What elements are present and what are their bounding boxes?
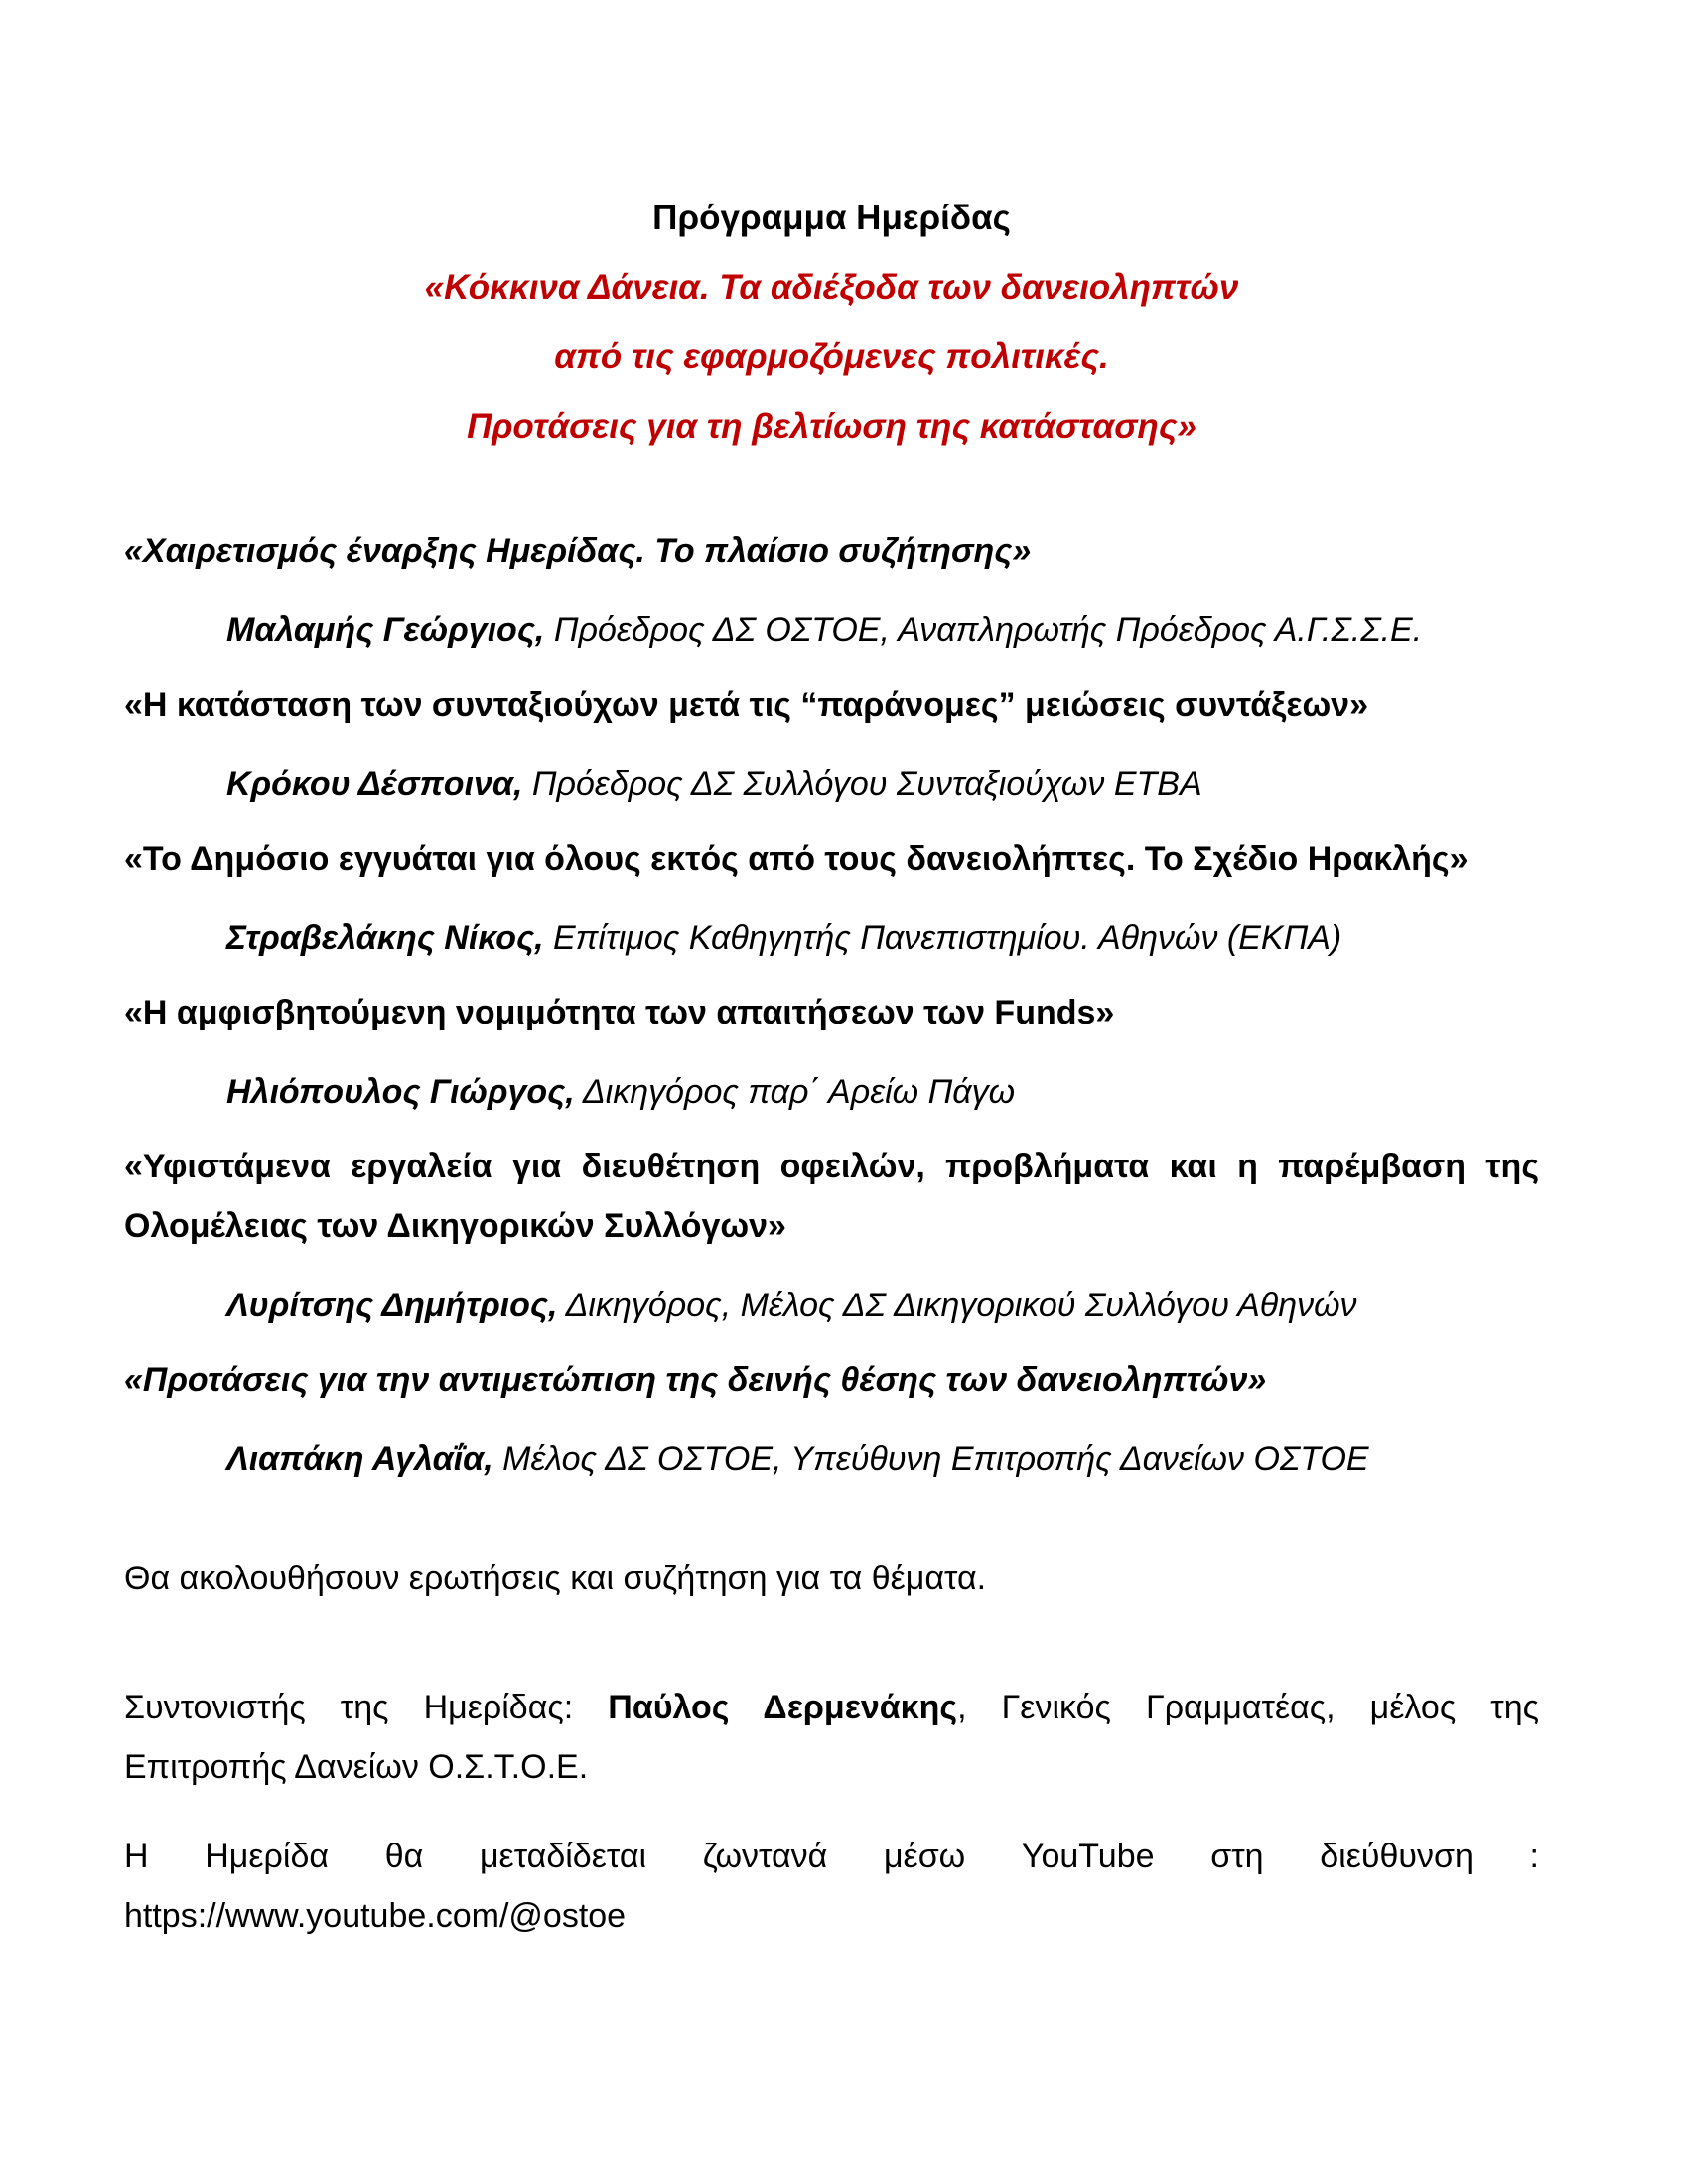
coordinator-line-1	[124, 1678, 1539, 1737]
speaker-line	[124, 1430, 1539, 1489]
speaker-line	[124, 601, 1539, 660]
document-content	[124, 0, 1539, 1946]
speaker-name: Στραβελάκης Νίκος,	[226, 919, 544, 957]
document-subtitle-line-3: Προτάσεις για τη βελτίωση της κατάστασης»	[467, 407, 1196, 446]
closing-note: Θα ακολουθήσουν ερωτήσεις και συζήτηση για τα θέματα.	[124, 1560, 987, 1597]
document-title: Πρόγραμμα Ημερίδας	[652, 199, 1011, 237]
speaker-role: Δικηγόρος, Μέλος ΔΣ Δικηγορικού Συλλόγου Αθηνών	[565, 1287, 1357, 1324]
speaker-line	[124, 908, 1539, 968]
speaker-name: Μαλαμής Γεώργιος,	[226, 612, 545, 649]
session-list	[124, 521, 1539, 1489]
speaker-role: Πρόεδρος ΔΣ ΟΣΤΟΕ, Αναπληρωτής Πρόεδρος Α.Γ.Σ.Σ.Ε.	[553, 612, 1423, 649]
speaker-role: Δικηγόρος παρ΄ Αρείω Πάγω	[582, 1073, 1016, 1111]
speaker-line	[124, 1062, 1539, 1122]
speaker-name: Ηλιόπουλος Γιώργος,	[226, 1073, 575, 1111]
youtube-url: https://www.youtube.com/@ostoe	[124, 1897, 627, 1935]
youtube-paragraph	[124, 1827, 1539, 1946]
session-title: «Η κατάσταση των συνταξιούχων μετά τις “παράνομες” μειώσεις συντάξεων»	[124, 686, 1369, 724]
coordinator-line-2: Επιτροπής Δανείων Ο.Σ.Τ.Ο.Ε.	[124, 1748, 589, 1786]
session-item-3	[124, 829, 1539, 968]
session-title-line-1: «Υφιστάμενα εργαλεία για διευθέτηση οφειλών, προβλήματα και η παρέμβαση της	[124, 1148, 1539, 1185]
title-block	[124, 184, 1539, 462]
speaker-line	[124, 1276, 1539, 1335]
session-title: «Προτάσεις για την αντιμετώπιση της δεινής θέσης των δανειοληπτών»	[124, 1361, 1267, 1399]
session-title: «Το Δημόσιο εγγυάται για όλους εκτός από τους δανειολήπτες. Το Σχέδιο Ηρακλής»	[124, 840, 1469, 878]
speaker-line	[124, 754, 1539, 814]
coordinator-paragraph	[124, 1678, 1539, 1797]
speaker-role: Μέλος ΔΣ ΟΣΤΟΕ, Υπεύθυνη Επιτροπής Δανείων ΟΣΤΟΕ	[502, 1440, 1369, 1478]
document-subtitle-line-1: «Κόκκινα Δάνεια. Τα αδιέξοδα των δανειοληπτών	[424, 268, 1239, 307]
session-item-5	[124, 1137, 1539, 1335]
speaker-role: Πρόεδρος ΔΣ Συλλόγου Συνταξιούχων ΕΤΒΑ	[531, 765, 1202, 803]
session-title: «Η αμφισβητούμενη νομιμότητα των απαιτήσεων των Funds»	[124, 994, 1115, 1031]
session-item-1	[124, 521, 1539, 660]
speaker-name: Κρόκου Δέσποινα,	[226, 765, 523, 803]
youtube-announcement-line: Η Ημερίδα θα μεταδίδεται ζωντανά μέσω YouTube στη διεύθυνση :	[124, 1838, 1539, 1875]
session-item-4	[124, 983, 1539, 1122]
coordinator-prefix: Συντονιστής της Ημερίδας:	[124, 1689, 609, 1726]
session-item-2	[124, 675, 1539, 814]
speaker-name: Λιαπάκη Αγλαΐα,	[226, 1440, 493, 1478]
session-title: «Χαιρετισμός έναρξης Ημερίδας. Το πλαίσιο συζήτησης»	[124, 532, 1032, 570]
session-item-6	[124, 1350, 1539, 1489]
speaker-role: Επίτιμος Καθηγητής Πανεπιστημίου. Αθηνών (ΕΚΠΑ)	[552, 919, 1342, 957]
coordinator-role: , Γενικός Γραμματέας, μέλος της	[957, 1689, 1539, 1726]
document-subtitle-line-2: από τις εφαρμοζόμενες πολιτικές.	[554, 338, 1109, 376]
session-title-line-2: Ολομέλειας των Δικηγορικών Συλλόγων»	[124, 1207, 786, 1245]
coordinator-name: Παύλος Δερμενάκης	[608, 1689, 958, 1726]
speaker-name: Λυρίτσης Δημήτριος,	[226, 1287, 558, 1324]
